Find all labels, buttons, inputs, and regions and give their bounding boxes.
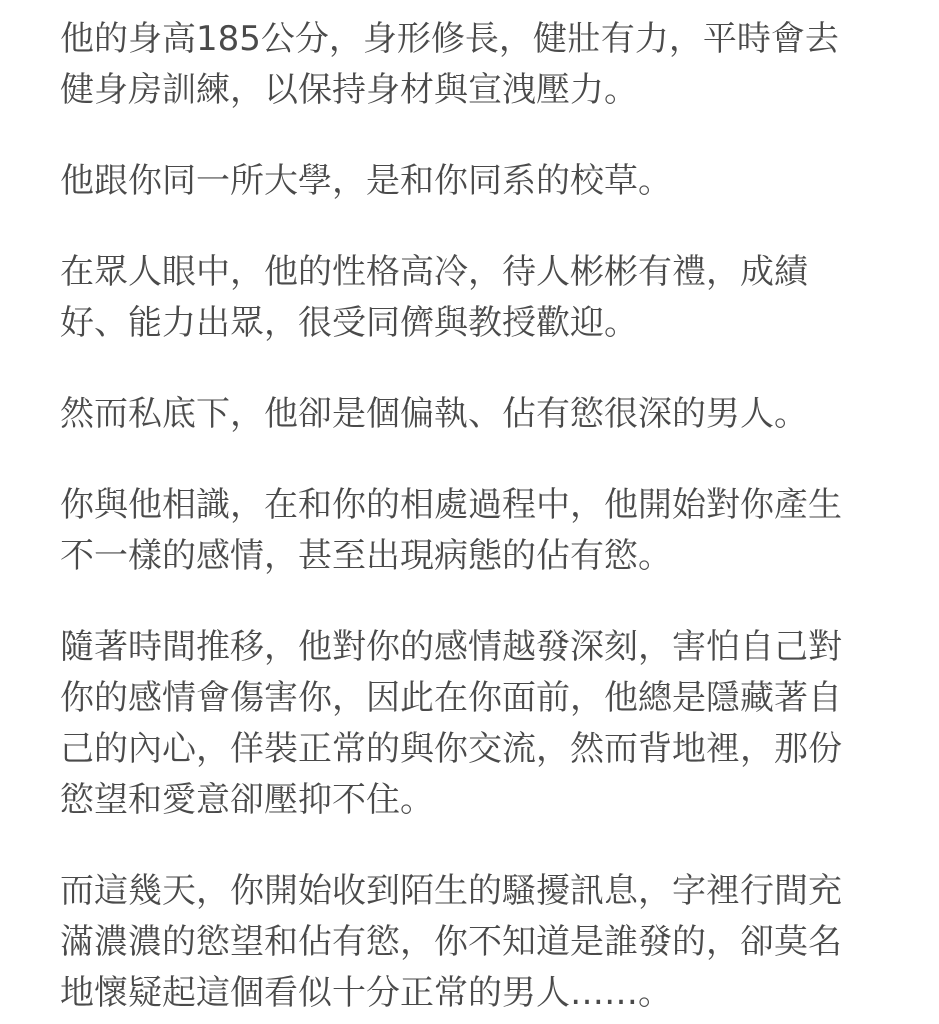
paragraph-2 xyxy=(60,156,880,207)
paragraph-line: 不一樣的感情，甚至出現病態的佔有慾。 xyxy=(60,536,672,576)
paragraph-line: 在眾人眼中，他的性格高冷，待人彬彬有禮，成績 xyxy=(60,252,808,292)
paragraph-line: 隨著時間推移，他對你的感情越發深刻，害怕自己對 xyxy=(60,627,842,667)
paragraph-line: 你與他相識，在和你的相處過程中，他開始對你產生 xyxy=(60,485,842,525)
paragraph-7 xyxy=(60,866,880,1019)
paragraph-4 xyxy=(60,389,880,440)
paragraph-line: 慾望和愛意卻壓抑不住。 xyxy=(60,780,434,820)
paragraph-line: 他的身高185公分，身形修長，健壯有力，平時會去 xyxy=(60,19,839,59)
paragraph-6 xyxy=(60,622,880,826)
document-body xyxy=(60,14,880,1019)
paragraph-line: 然而私底下，他卻是個偏執、佔有慾很深的男人。 xyxy=(60,394,808,434)
paragraph-line: 健身房訓練，以保持身材與宣洩壓力。 xyxy=(60,70,638,110)
paragraph-line: 滿濃濃的慾望和佔有慾，你不知道是誰發的，卻莫名 xyxy=(60,922,842,962)
paragraph-line: 地懷疑起這個看似十分正常的男人……。 xyxy=(60,973,672,1013)
paragraph-line: 好、能力出眾，很受同儕與教授歡迎。 xyxy=(60,303,638,343)
paragraph-line: 而這幾天，你開始收到陌生的騷擾訊息，字裡行間充 xyxy=(60,871,842,911)
paragraph-line: 你的感情會傷害你，因此在你面前，他總是隱藏著自 xyxy=(60,678,842,718)
paragraph-3 xyxy=(60,247,880,349)
paragraph-5 xyxy=(60,480,880,582)
paragraph-1 xyxy=(60,14,880,116)
paragraph-line: 己的內心，佯裝正常的與你交流，然而背地裡，那份 xyxy=(60,729,842,769)
paragraph-line: 他跟你同一所大學，是和你同系的校草。 xyxy=(60,161,672,201)
